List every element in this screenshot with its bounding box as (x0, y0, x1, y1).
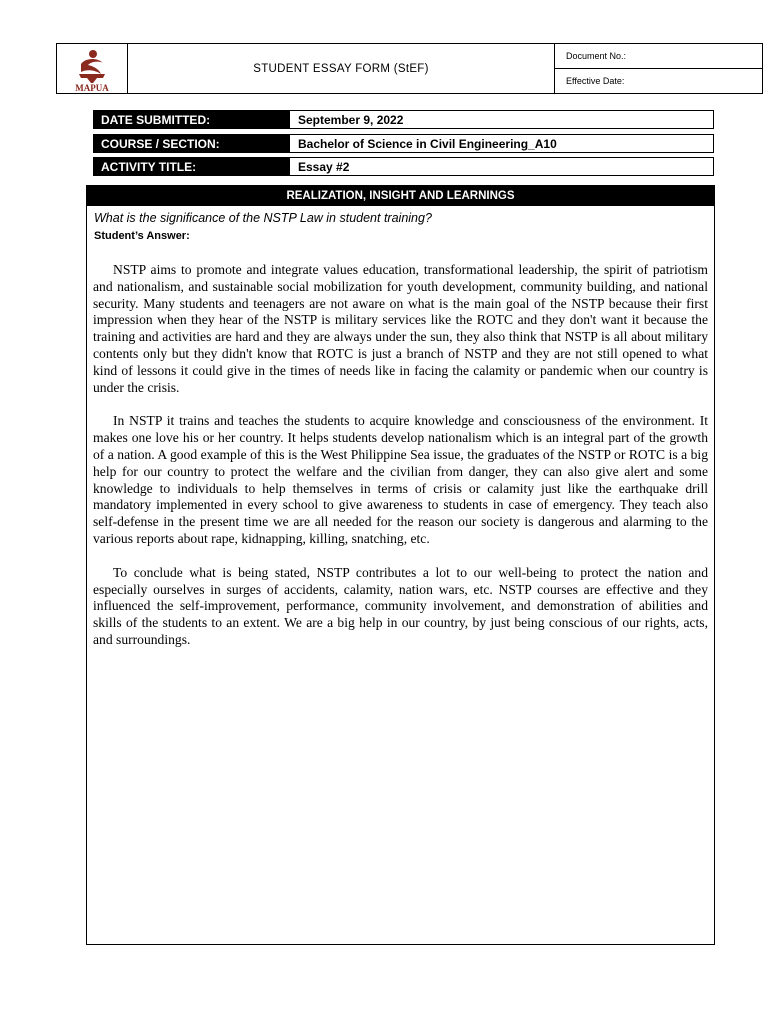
activity-title-label: ACTIVITY TITLE: (93, 157, 289, 176)
form-title: STUDENT ESSAY FORM (StEF) (128, 44, 555, 93)
logo-text: MAPUA (75, 83, 109, 93)
course-section-label: COURSE / SECTION: (93, 134, 289, 153)
course-section-value: Bachelor of Science in Civil Engineering_A10 (289, 134, 714, 153)
logo-cell (57, 44, 128, 93)
essay-question: What is the significance of the NSTP Law in student training? (94, 211, 432, 225)
essay-paragraph: NSTP aims to promote and integrate values education, transformational leadership, the spirit of patriotism and nationalism, and sustainable social mobilization for youth development, community building, and national security. Many students and teenagers are not aware on what is the main goal of the NSTP because their first impression when they hear of the NSTP is military services like the ROTC and they don't want it because the training and activities are hard and they are always under the sun, they also think that NSTP is all about military contents only but they didn't know that ROTC is just a branch of NSTP and they are not still opened to what kind of lessons it could give in the times of needs like in facing the calamity or pandemic when our country is under the crisis. (93, 262, 708, 395)
mapua-logo (57, 44, 127, 93)
form-header (56, 43, 763, 94)
essay-paragraph: To conclude what is being stated, NSTP contributes a lot to our well-being to protect the nation and especially ourselves in surges of accidents, calamity, nation wars, etc. NSTP courses are effective and they influenced the self-improvement, performance, community involvement, and demonstration of abilities and skills of the students to an extent. We are a big help in our country, by just being conscious of our rights, acts, and surroundings. (93, 564, 708, 647)
activity-title-value: Essay #2 (289, 157, 714, 176)
answer-label: Student’s Answer: (94, 230, 190, 242)
date-submitted-label: DATE SUBMITTED: (93, 110, 289, 129)
essay-section (86, 185, 715, 945)
document-no-label: Document No.: (555, 44, 762, 69)
essay-body (93, 262, 708, 666)
document-meta (555, 44, 762, 93)
section-title: REALIZATION, INSIGHT AND LEARNINGS (87, 186, 714, 206)
date-submitted-value: September 9, 2022 (289, 110, 714, 129)
essay-paragraph: In NSTP it trains and teaches the students to acquire knowledge and consciousness of the environment. It makes one love his or her country. It helps students develop nationalism which is an integral part of the growth of a nation. A good example of this is the West Philippine Sea issue, the graduates of the NSTP or ROTC is a big help for our country to protect the welfare and the civilian from danger, they can also give alert and some knowledge to individuals to help themselves in terms of crisis or calamity just like the earthquake drill mandatory implemented in every school to give awareness to students in case of emergency. They teach also self-defense in the present time we are all needed for the reason our society is dangerous and alarming to the various reports about rape, kidnapping, killing, snatching, etc. (93, 413, 708, 546)
effective-date-label: Effective Date: (566, 75, 625, 86)
